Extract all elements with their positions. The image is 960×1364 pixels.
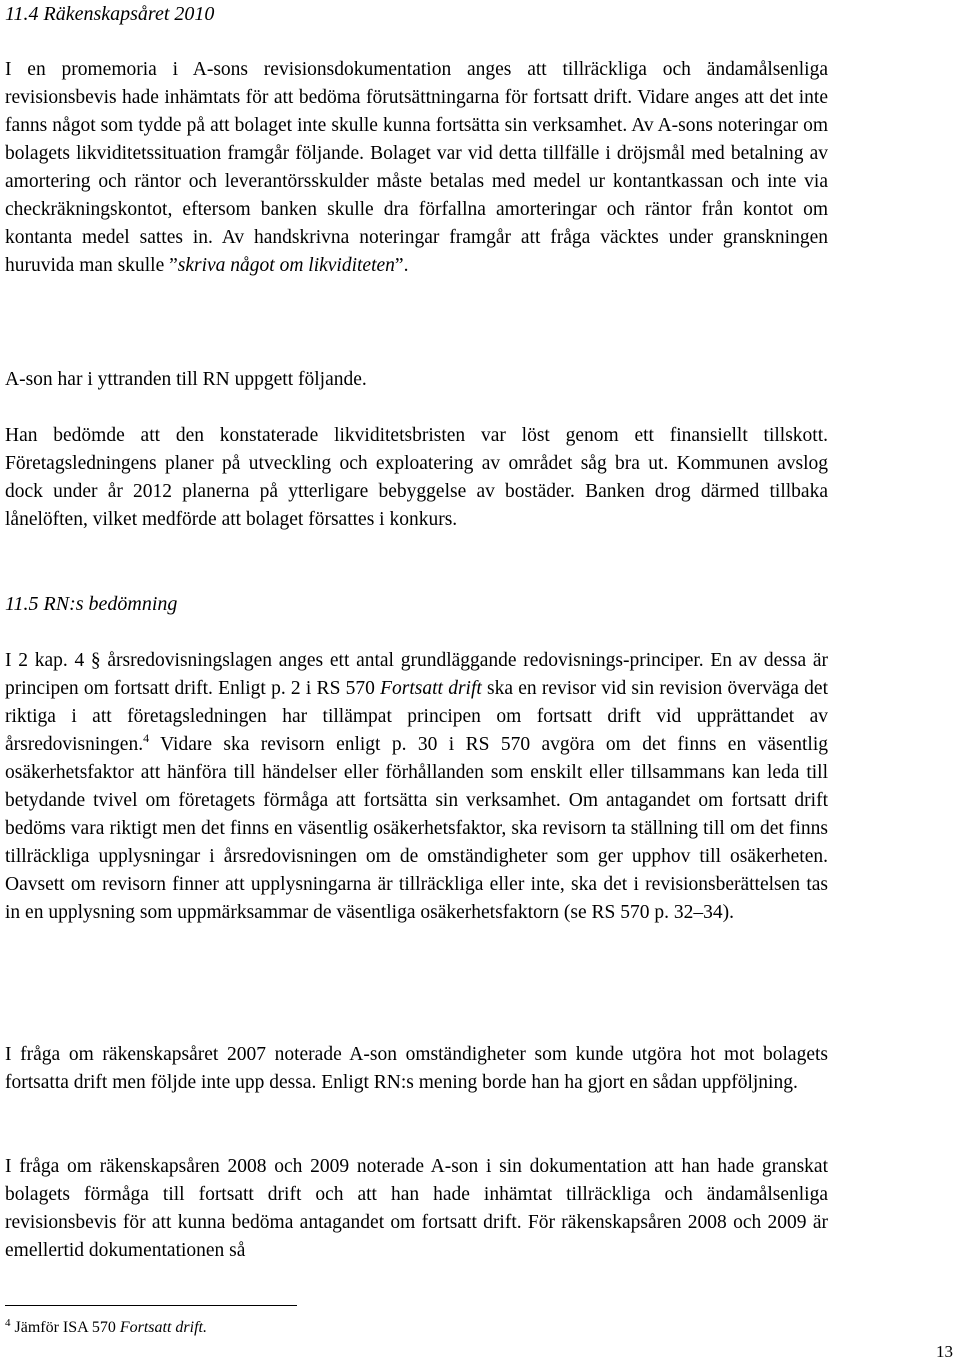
paragraph-11-5-assessment: I 2 kap. 4 § årsredovisningslagen anges ett antal grundläggande redovisnings-principer. En av dessa är principen om fortsatt drift. Enligt p. 2 i RS 570 Fortsatt drift ska en revisor vid sin revision överväga det riktiga i att företagsledningen har tillämpat principen om fortsatt drift vid upprättandet av årsredovisningen.$^4$ Vidare ska revisorn enligt p. 30 i RS 570 avgöra om det finns en väsentlig osäkerhetsfaktor att hänföra till händelser eller förhållanden som enskilt eller tillsammans kan leda till betydande tvivel om företagets förmåga att fortsätta sin verksamhet. Om antagandet om fortsatt drift bedöms vara riktigt men det finns en väsentlig osäkerhetsfaktor, ska revisorn ta ställning till om det finns tillräckliga upplysningar i årsredovisningen om de omständigheter som ger upphov till osäkerheten. Oavsett om revisorn finner att upplysningarna är tillräckliga eller inte, ska det i revisionsberättelsen tas in en upplysning som uppmärksammar de väsentliga osäkerhetsfaktorn (se RS 570 p. 32–34). (5, 650, 828, 923)
section-heading-11-5: 11.5 RN:s bedömning (5, 593, 178, 615)
paragraph-11-5-years-2008-2009: I fråga om räkenskapsåren 2008 och 2009 noterade A-son i sin dokumentation att han hade granskat bolagets förmåga till fortsatt drift och att han hade inhämtat tillräckliga och ändamålsenliga revisionsbevis för att kunna bedöma antagandet om fortsatt drift. För räkenskapsåren 2008 och 2009 är emellertid dokumentationen så (5, 1156, 828, 1261)
footnote: $^4$ Jämför ISA 570 Fortsatt drift. (5, 1317, 207, 1336)
paragraph-11-5-year-2007: I fråga om räkenskapsåret 2007 noterade A-son omständigheter som kunde utgöra hot mot bolagets fortsatta drift men följde inte upp dessa. Enligt RN:s mening borde han ha gjort en sådan uppföljning. (5, 1044, 828, 1093)
paragraph-11-4-statement: Han bedömde att den konstaterade likviditetsbristen var löst genom ett finansiellt tillskott. Företagsledningens planer på utveckling och exploatering av området såg bra ut. Kommunen avslog dock under år 2012 planerna på ytterligare bebyggelse av bostäder. Banken drog därmed tillbaka lånelöften, vilket medförde att bolaget försattes i konkurs. (5, 425, 828, 530)
section-heading-11-4: 11.4 Räkenskapsåret 2010 (5, 3, 215, 25)
paragraph-11-4-statement-intro: A-son har i yttranden till RN uppgett följande. (5, 369, 367, 390)
footnote-reference[interactable]: 4 (143, 731, 150, 745)
page-number: 13 (936, 1342, 953, 1361)
quoted-note: skriva något om likviditeten (177, 255, 395, 276)
paragraph-11-4-memo: I en promemoria i A-sons revisionsdokumentation anges att tillräckliga och ändamålsenliga revisionsbevis hade inhämtats för att bedöma förutsättningarna för fortsatt drift. Vidare anges att det inte fanns något som tydde på att bolaget inte skulle kunna fortsätta sin verksamhet. Av A-sons noteringar om bolagets likviditetssituation framgår följande. Bolaget var vid detta tillfälle i dröjsmål med betalning av amortering och räntor och leverantörsskulder måste betalas med medel ur kontantkassan och inte via checkräkningskontot, eftersom banken skulle dra förfallna amorteringar och räntor från kontot om kontanta medel sattes in. Av handskrivna noteringar framgår att fråga väcktes under granskningen huruvida man skulle ”skriva något om likviditeten”. (5, 59, 828, 276)
footnote-divider (5, 1305, 297, 1306)
